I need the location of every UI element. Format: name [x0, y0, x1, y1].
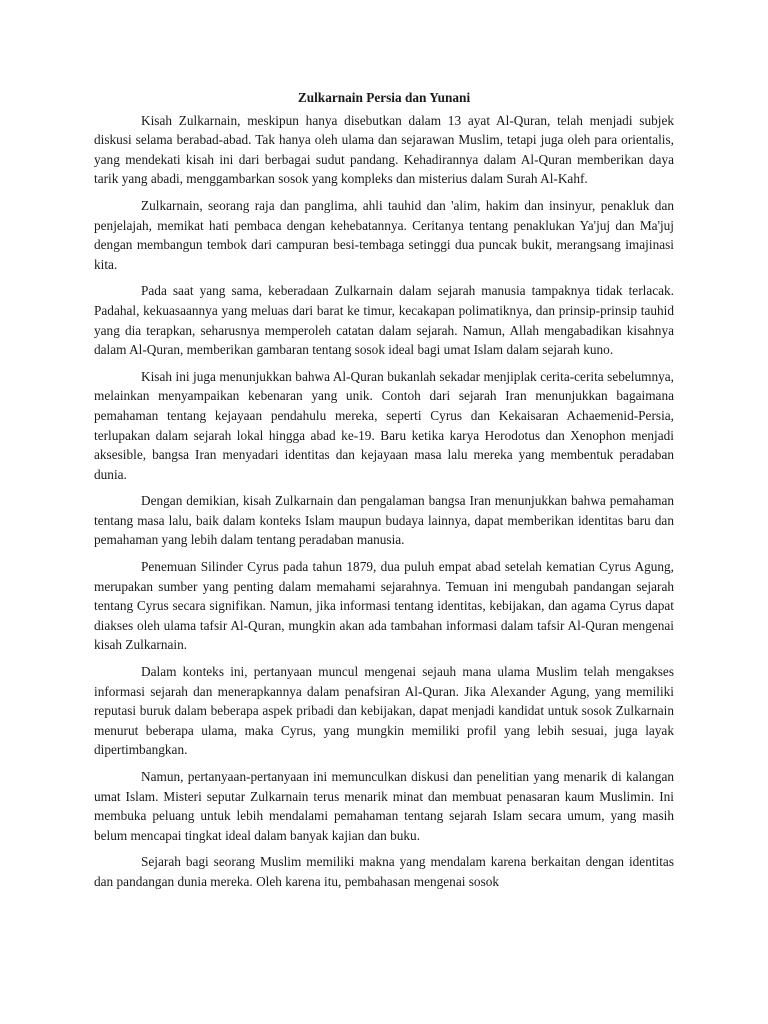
paragraph: Kisah Zulkarnain, meskipun hanya disebutkan dalam 13 ayat Al-Quran, telah menjadi subjek diskusi selama berabad-abad. Tak hanya oleh ulama dan sejarawan Muslim, tetapi juga oleh para orientalis, yang mendekati kisah ini dari berbagai sudut pandang. Kehadirannya dalam Al-Quran memberikan daya tarik yang abadi, menggambarkan sosok yang kompleks dan misterius dalam Surah Al-Kahf.: [94, 112, 674, 187]
paragraph: Kisah ini juga menunjukkan bahwa Al-Quran bukanlah sekadar menjiplak cerita-cerita sebelumnya, melainkan menyampaikan kebenaran yang unik. Contoh dari sejarah Iran menunjukkan bagaimana pemahaman tentang kejayaan pendahulu mereka, seperti Cyrus dan Kekaisaran Achaemenid-Persia, terlupakan dalam sejarah lokal hingga abad ke-19. Baru ketika karya Herodotus dan Xenophon menjadi aksesible, bangsa Iran menyadari identitas dan kejayaan masa lalu mereka yang membentuk peradaban dunia.: [94, 368, 674, 482]
paragraph: Namun, pertanyaan-pertanyaan ini memunculkan diskusi dan penelitian yang menarik di kalangan umat Islam. Misteri seputar Zulkarnain terus menarik minat dan membuat penasaran kaum Muslimin. Ini membuka peluang untuk lebih mendalami pemahaman tentang sejarah Islam secara umum, yang masih belum mencapai tingkat ideal dalam banyak kajian dan buku.: [94, 769, 674, 843]
paragraph: Dalam konteks ini, pertanyaan muncul mengenai sejauh mana ulama Muslim telah mengakses informasi sejarah dan menerapkannya dalam penafsiran Al-Quran. Jika Alexander Agung, yang memiliki reputasi buruk dalam beberapa aspek pribadi dan kebijakan, dapat menjadi kandidat untuk sosok Zulkarnain menurut beberapa ulama, maka Cyrus, yang mungkin memiliki profil yang lebih sesuai, juga layak dipertimbangkan.: [94, 664, 674, 758]
paragraph: Dengan demikian, kisah Zulkarnain dan pengalaman bangsa Iran menunjukkan bahwa pemahaman tentang masa lalu, baik dalam konteks Islam maupun budaya lainnya, dapat memberikan identitas baru dan pemahaman yang lebih dalam tentang peradaban manusia.: [94, 493, 674, 548]
document-title: Zulkarnain Persia dan Yunani: [297, 90, 471, 105]
paragraph: Pada saat yang sama, keberadaan Zulkarnain dalam sejarah manusia tampaknya tidak terlacak. Padahal, kekuasaannya yang meluas dari barat ke timur, kecakapan polimatiknya, dan prinsip-prinsip tauhid yang dia terapkan, seharusnya memperoleh catatan dalam sejarah. Namun, Allah mengabadikan kisahnya dalam Al-Quran, memberikan gambaran tentang sosok ideal bagi umat Islam dalam sejarah kuno.: [94, 283, 674, 358]
paragraph: Zulkarnain, seorang raja dan panglima, ahli tauhid dan 'alim, hakim dan insinyur, penakluk dan penjelajah, memikat hati pembaca dengan kehebatannya. Ceritanya tentang penaklukan Ya'juj dan Ma'juj dengan membangun tembok dari campuran besi-tembaga setinggi dua puncak bukit, merangsang imajinasi kita.: [94, 197, 674, 272]
paragraph: Penemuan Silinder Cyrus pada tahun 1879, dua puluh empat abad setelah kematian Cyrus Agung, merupakan sumber yang penting dalam memahami sejarahnya. Temuan ini mengubah pandangan sejarah tentang Cyrus secara signifikan. Namun, jika informasi tentang identitas, kebijakan, dan agama Cyrus dapat diakses oleh ulama tafsir Al-Quran, mungkin akan ada tambahan informasi dalam tafsir Al-Quran mengenai kisah Zulkarnain.: [94, 559, 674, 653]
paragraph: Sejarah bagi seorang Muslim memiliki makna yang mendalam karena berkaitan dengan identitas dan pandangan dunia mereka. Oleh karena itu, pembahasan mengenai sosok: [94, 854, 674, 889]
document-body: [94, 88, 674, 899]
